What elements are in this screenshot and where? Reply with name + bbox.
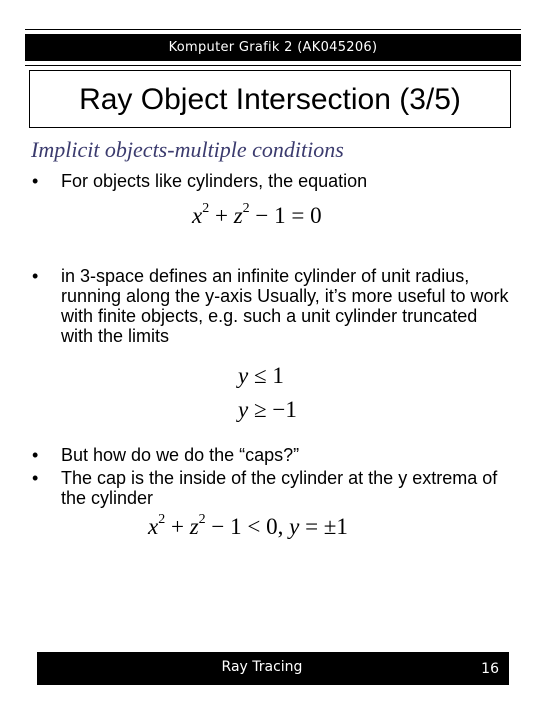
slide-title: Ray Object Intersection (3/5) <box>79 83 461 116</box>
bullet-icon: • <box>32 266 39 286</box>
bullet-text: in 3-space defines an infinite cylinder of unit radius, running along the y-axis Usually, it’s more useful to work with finite objects, e.g. such a unit cylinder truncated with the limits <box>61 266 509 346</box>
page-number: 16 <box>481 661 499 677</box>
bullet-text: But how do we do the “caps?” <box>61 445 300 465</box>
bullet-icon: • <box>32 445 39 465</box>
equation-limit-upper: y ≤ 1 <box>238 363 284 388</box>
footer-label: Ray Tracing <box>221 659 303 675</box>
slide-subtitle: Implicit objects-multiple conditions <box>31 137 344 162</box>
header-bottom-rule <box>25 65 521 66</box>
slide-title-box <box>29 70 511 128</box>
equation-cap: $x^2 + z^2 - 1 < 0$, y = ±1 <box>148 512 348 539</box>
header-top-rule <box>25 29 521 30</box>
equation-limit-lower: y ≥ −1 <box>238 397 297 422</box>
footer-bar <box>37 652 509 685</box>
bullet-text: For objects like cylinders, the equation <box>61 171 368 191</box>
bullet-text: The cap is the inside of the cylinder at the y extrema of the cylinder <box>61 468 498 508</box>
course-title: Komputer Grafik 2 (AK045206) <box>168 40 378 55</box>
bullet-icon: • <box>32 468 39 488</box>
course-header-bar <box>25 34 521 61</box>
bullet-icon: • <box>32 171 39 191</box>
equation-cylinder: $x^2 + z^2 - 1 = 0$ <box>192 201 322 228</box>
